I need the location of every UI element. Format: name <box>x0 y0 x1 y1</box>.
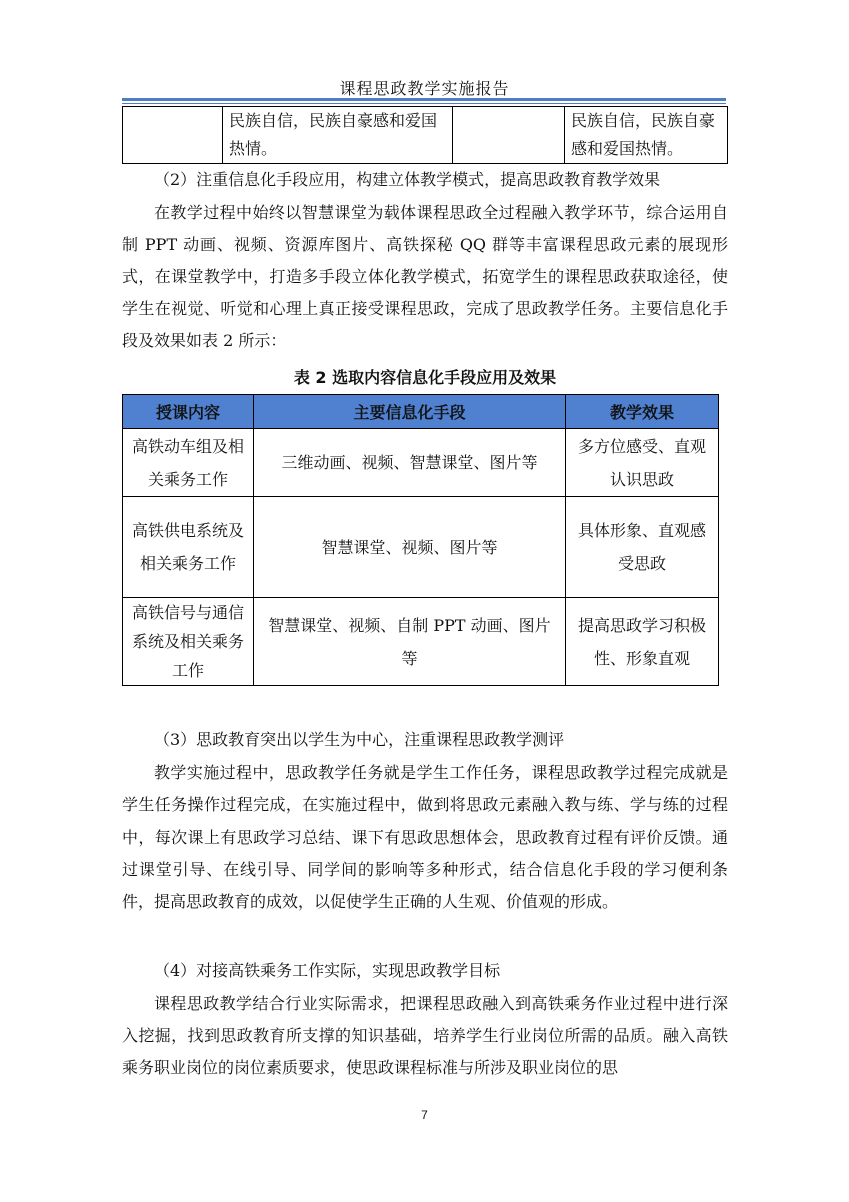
table-row <box>123 429 719 497</box>
table-2-header-effect: 教学效果 <box>566 395 719 429</box>
continued-table-cell: 民族自信，民族自豪感和爱国热情。 <box>223 107 453 164</box>
table-2 <box>122 394 719 686</box>
page-number: 7 <box>421 1108 428 1122</box>
table-cell: 具体形象、直观感受思政 <box>566 497 719 598</box>
table-cell: 智慧课堂、视频、图片等 <box>254 497 566 598</box>
table-cell: 高铁供电系统及相关乘务工作 <box>123 497 254 598</box>
table-cell: 三维动画、视频、智慧课堂、图片等 <box>254 429 566 497</box>
continued-table-cell-empty <box>453 107 565 164</box>
table-row <box>123 497 719 598</box>
table-cell: 多方位感受、直观认识思政 <box>566 429 719 497</box>
continued-table <box>122 106 728 164</box>
section-4-paragraph: 课程思政教学结合行业实际需求，把课程思政融入到高铁乘务作业过程中进行深入挖掘，找到思政教育所支撑的知识基础，培养学生行业岗位所需的品质。融入高铁乘务职业岗位的岗位素质要求，使思政课程标准与所涉及职业岗位的思 <box>122 994 728 1077</box>
continued-table-cell-empty <box>123 107 223 164</box>
section-3-paragraph: 教学实施过程中，思政教学任务就是学生工作任务，课程思政教学过程完成就是学生任务操作过程完成，在实施过程中，做到将思政元素融入教与练、学与练的过程中，每次课上有思政学习总结、课下有思政思想体会，思政教育过程有评价反馈。通过课堂引导、在线引导、同学间的影响等多种形式，结合信息化手段的学习便利条件，提高思政教育的成效，以促使学生正确的人生观、价值观的形成。 <box>122 763 728 912</box>
page-header-title: 课程思政教学实施报告 <box>339 79 510 98</box>
section-2-heading: （2）注重信息化手段应用，构建立体教学模式，提高思政教育教学效果 <box>154 170 661 189</box>
continued-table-cell: 民族自信，民族自豪感和爱国热情。 <box>565 107 728 164</box>
table-2-caption: 表 2 选取内容信息化手段应用及效果 <box>293 368 557 387</box>
table-2-header-means: 主要信息化手段 <box>254 395 566 429</box>
section-4-heading: （4）对接高铁乘务工作实际，实现思政教学目标 <box>154 961 501 980</box>
section-3-heading: （3）思政教育突出以学生为中心，注重课程思政教学测评 <box>154 730 565 749</box>
table-2-header-content: 授课内容 <box>123 395 254 429</box>
table-row <box>123 598 719 686</box>
table-cell: 高铁动车组及相关乘务工作 <box>123 429 254 497</box>
table-cell: 提高思政学习积极性、形象直观 <box>566 598 719 686</box>
section-2-paragraph: 在教学过程中始终以智慧课堂为载体课程思政全过程融入教学环节，综合运用自制 PPT 动画、视频、资源库图片、高铁探秘 QQ 群等丰富课程思政元素的展现形式，在课堂教学中，打造多手段立体化教学模式，拓宽学生的课程思政获取途径，使学生在视觉、听觉和心理上真正接受课程思政，完成了思政教学任务。主要信息化手段及效果如表 2 所示： <box>122 203 728 350</box>
table-cell: 高铁信号与通信系统及相关乘务工作 <box>123 598 254 686</box>
table-cell: 智慧课堂、视频、自制 PPT 动画、图片等 <box>254 598 566 686</box>
header-rule-thick <box>122 98 726 101</box>
header-rule-thin <box>122 103 726 104</box>
